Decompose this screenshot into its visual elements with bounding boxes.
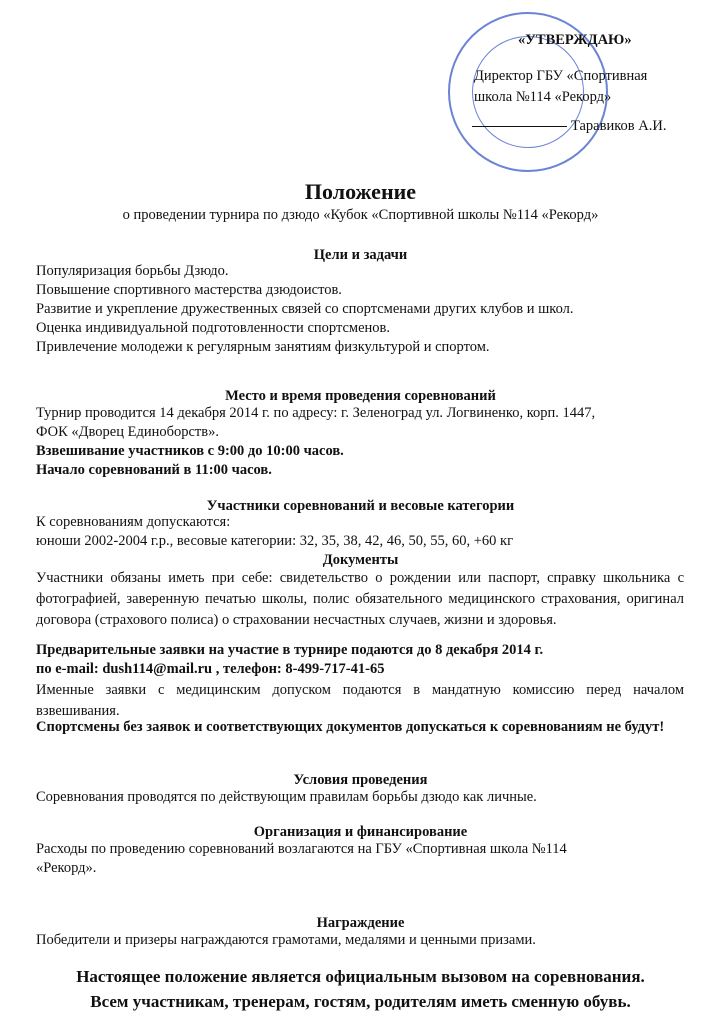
finance-line-2: «Рекорд». [36,860,97,876]
conditions-text: Соревнования проводятся по действующим правилам борьбы дзюдо как личные. [36,789,537,805]
document-title: Положение [304,179,417,204]
admitted-label: К соревнованиям допускаются: [36,514,231,530]
documents-text: Участники обязаны иметь при себе: свидетельство о рождении или паспорт, справку школьника с фотографией, заверенную печатью школы, полис обязательного медицинского страхования, оригинал договора (страхового полиса) о страховании несчастных случаев, жизни и здоровья. [36,570,684,628]
place-line-1: Турнир проводится 14 декабря 2014 г. по адресу: г. Зеленоград ул. Логвиненко, корп. 1447, [36,405,596,421]
approval-block [474,30,666,137]
final-line-1: Настоящее положение является официальным вызовом на соревнования. [76,967,645,986]
goal-item: Привлечение молодежи к регулярным занятиям физкультурой и спортом. [36,339,490,355]
place-line-2: ФОК «Дворец Единоборств». [36,424,219,440]
weighing-time: Взвешивание участников с 9:00 до 10:00 часов. [36,443,344,459]
named-applications: Именные заявки с медицинским допуском подаются в мандатную комиссию перед началом взвешивания. [36,682,684,719]
signer-name: Таравиков А.И. [571,118,667,134]
goals-heading: Цели и задачи [313,247,408,263]
final-line-2: Всем участникам, тренерам, гостям, родителям иметь сменную обувь. [90,992,631,1011]
documents-heading: Документы [322,552,399,568]
place-heading: Место и время проведения соревнований [225,388,496,404]
start-time: Начало соревнований в 11:00 часов. [36,462,272,478]
application-deadline: Предварительные заявки на участие в турнире подаются до 8 декабря 2014 г. [36,642,544,658]
awards-text: Победители и призеры награждаются грамотами, медалями и ценными призами. [36,932,536,948]
finance-line-1: Расходы по проведению соревнований возлагаются на ГБУ «Спортивная школа №114 [36,841,567,857]
goal-item: Оценка индивидуальной подготовленности спортсменов. [36,320,390,336]
signature-row [472,116,666,137]
goal-item: Повышение спортивного мастерства дзюдоистов. [36,282,342,298]
finance-heading: Организация и финансирование [253,824,468,840]
juniors-categories: юноши 2002-2004 г.р., весовые категории: 32, 35, 38, 42, 46, 50, 55, 60, +60 кг [36,533,514,549]
conditions-heading: Условия проведения [293,772,428,788]
director-line-1: Директор ГБУ «Спортивная [474,68,648,84]
awards-heading: Награждение [316,915,405,931]
contacts: по e-mail: dush114@mail.ru , телефон: 8-499-717-41-65 [36,661,385,677]
signature-line [472,126,567,127]
document-subtitle: о проведении турнира по дзюдо «Кубок «Спортивной школы №114 «Рекорд» [122,207,599,223]
approve-label: «УТВЕРЖДАЮ» [518,32,632,48]
participants-heading: Участники соревнований и весовые категории [206,498,515,514]
warning-text: Спортсмены без заявок и соответствующих документов допускаться к соревнованиям не будут! [36,719,665,735]
goal-item: Развитие и укрепление дружественных связей со спортсменами других клубов и школ. [36,301,574,317]
director-line-2: школа №114 «Рекорд» [474,89,612,105]
goal-item: Популяризация борьбы Дзюдо. [36,263,229,279]
